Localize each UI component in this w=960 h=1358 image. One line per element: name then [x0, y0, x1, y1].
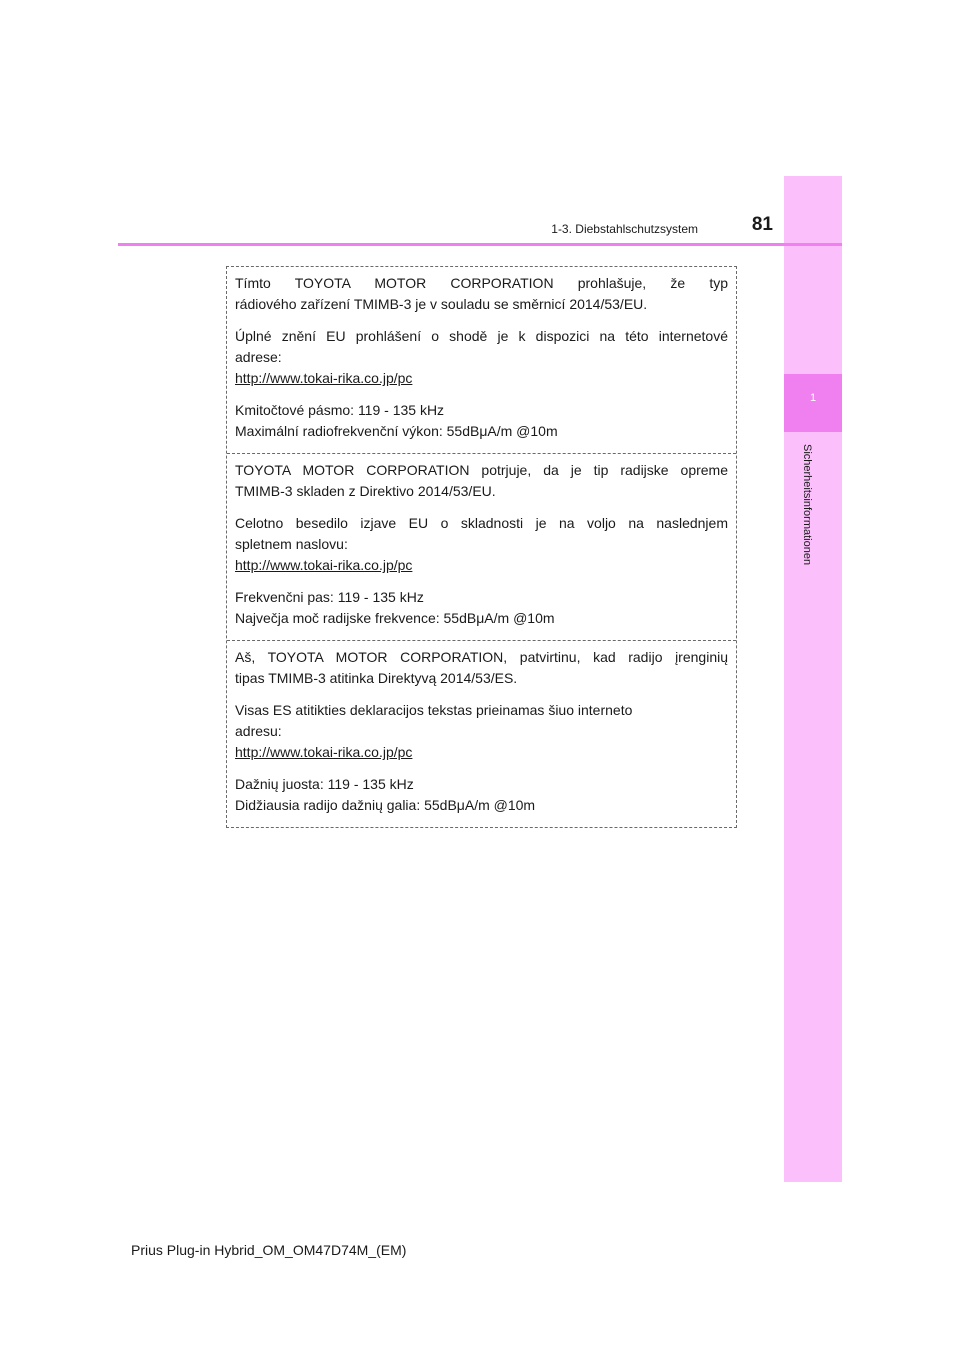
- intro-line: TMIMB-3 skladen z Direktivo 2014/53/EU.: [235, 483, 496, 499]
- intro-line: TOYOTA MOTOR CORPORATION potrjuje, da je tip radijske opreme: [235, 462, 728, 478]
- intro-paragraph: [235, 647, 728, 689]
- page-number: 81: [751, 214, 773, 235]
- availability-paragraph: [235, 700, 728, 763]
- intro-line: tipas TMIMB-3 atitinka Direktyvą 2014/53/ES.: [235, 670, 518, 686]
- declaration-panel-lithuanian: [227, 641, 736, 827]
- chapter-sidebar: [784, 176, 842, 1182]
- intro-line: Aš, TOYOTA MOTOR CORPORATION, patvirtinu, kad radijo įrenginių: [235, 649, 728, 665]
- technical-paragraph: [235, 400, 728, 442]
- availability-line: Visas ES atitikties deklaracijos tekstas prieinamas šiuo interneto: [235, 702, 633, 718]
- chapter-title: Sicherheitsinformationen: [801, 444, 813, 566]
- frequency-band: Dažnių juosta: 119 - 135 kHz: [235, 776, 414, 792]
- availability-line: adresu:: [235, 723, 282, 739]
- declaration-panel-czech: [227, 267, 736, 454]
- declaration-panel-slovenian: [227, 454, 736, 641]
- declaration-link[interactable]: http://www.tokai-rika.co.jp/pc: [235, 557, 413, 573]
- intro-line: Tímto TOYOTA MOTOR CORPORATION prohlašuje, že typ: [235, 275, 728, 291]
- intro-paragraph: [235, 460, 728, 502]
- chapter-number: 1: [809, 392, 817, 404]
- section-title: 1-3. Diebstahlschutzsystem: [551, 222, 698, 236]
- frequency-band: Frekvenčni pas: 119 - 135 kHz: [235, 589, 424, 605]
- technical-paragraph: [235, 774, 728, 816]
- availability-paragraph: [235, 513, 728, 576]
- frequency-band: Kmitočtové pásmo: 119 - 135 kHz: [235, 402, 445, 418]
- intro-paragraph: [235, 273, 728, 315]
- max-power: Didžiausia radijo dažnių galia: 55dBμA/m @10m: [235, 797, 536, 813]
- intro-line: rádiového zařízení TMIMB-3 je v souladu se směrnicí 2014/53/EU.: [235, 296, 648, 312]
- availability-line: Celotno besedilo izjave EU o skladnosti je na voljo na naslednjem: [235, 515, 728, 531]
- declaration-link[interactable]: http://www.tokai-rika.co.jp/pc: [235, 744, 413, 760]
- availability-line: Úplné znění EU prohlášení o shodě je k dispozici na této internetové: [235, 328, 728, 344]
- declaration-box: [226, 266, 737, 828]
- max-power: Maximální radiofrekvenční výkon: 55dBμA/m @10m: [235, 423, 558, 439]
- header-rule: [118, 243, 842, 246]
- availability-line: spletnem naslovu:: [235, 536, 348, 552]
- declaration-link[interactable]: http://www.tokai-rika.co.jp/pc: [235, 370, 413, 386]
- availability-line: adrese:: [235, 349, 282, 365]
- document-footer: Prius Plug-in Hybrid_OM_OM47D74M_(EM): [131, 1242, 407, 1258]
- max-power: Največja moč radijske frekvence: 55dBμA/m @10m: [235, 610, 555, 626]
- availability-paragraph: [235, 326, 728, 389]
- technical-paragraph: [235, 587, 728, 629]
